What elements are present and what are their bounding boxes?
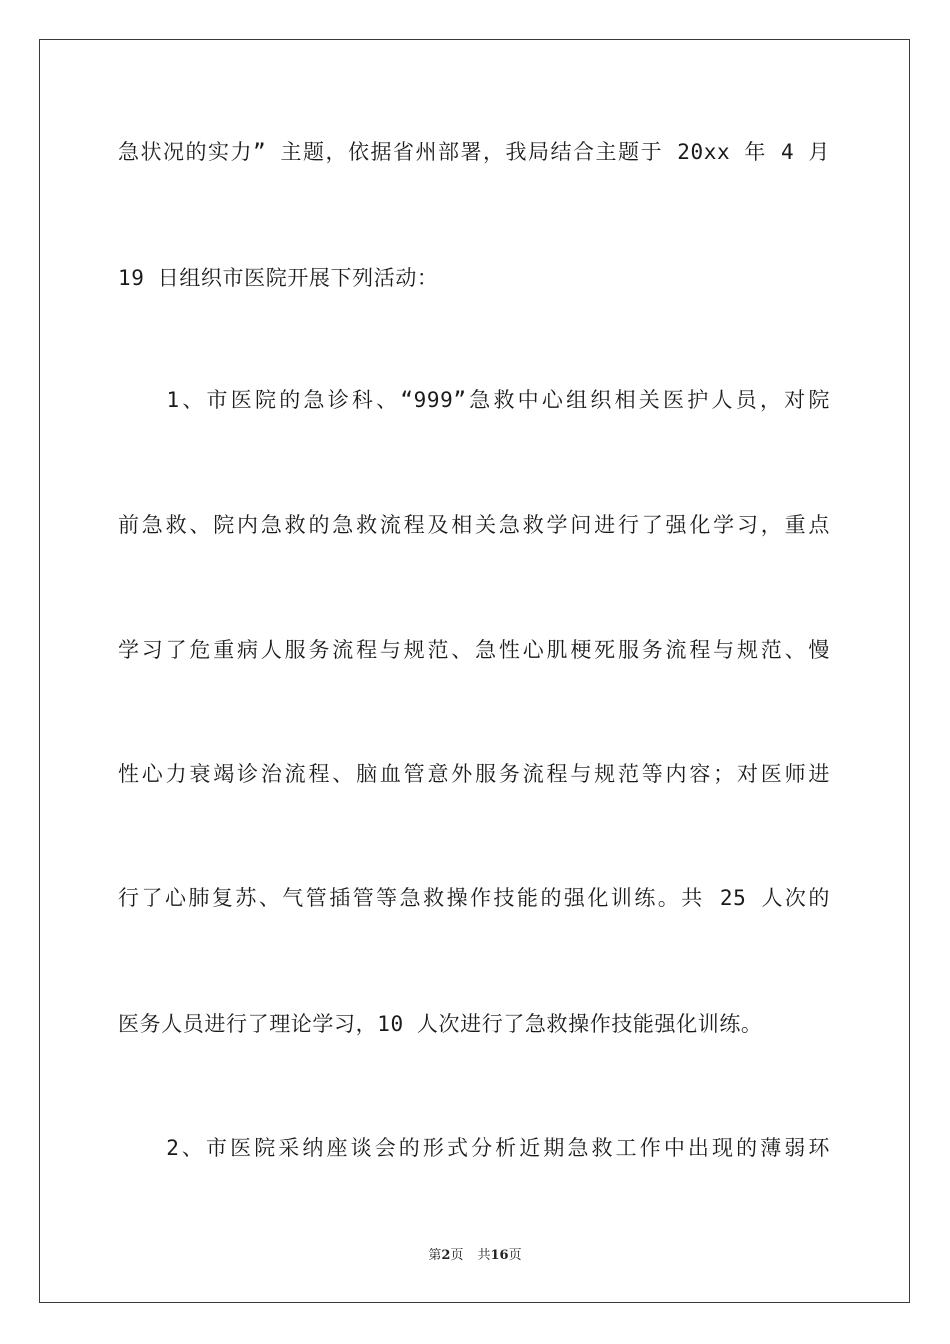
text-line-2: 19 日组织市医院开展下列活动： <box>118 266 439 290</box>
page-suffix: 页 <box>450 1248 464 1263</box>
page-number: 2 <box>441 1248 451 1263</box>
total-prefix: 共 <box>477 1248 491 1263</box>
text-line-5: 学习了危重病人服务流程与规范、急性心肌梗死服务流程与规范、慢 <box>118 638 830 662</box>
page-prefix: 第 <box>428 1248 442 1263</box>
text-line-1: 急状况的实力” 主题，依据省州部署，我局结合主题于 20xx 年 4 月 <box>118 140 830 164</box>
text-line-9: 2、市医院采纳座谈会的形式分析近期急救工作中出现的薄弱环 <box>118 1136 830 1160</box>
text-line-3: 1、市医院的急诊科、“999”急救中心组织相关医护人员，对院 <box>118 388 830 412</box>
total-pages: 16 <box>490 1248 509 1263</box>
text-line-7: 行了心肺复苏、气管插管等急救操作技能的强化训练。共 25 人次的 <box>118 886 830 910</box>
text-line-8: 医务人员进行了理论学习，10 人次进行了急救操作技能强化训练。 <box>118 1012 763 1036</box>
page-footer <box>0 1247 950 1265</box>
total-suffix: 页 <box>508 1248 522 1263</box>
page-border <box>39 39 910 1303</box>
text-line-6: 性心力衰竭诊治流程、脑血管意外服务流程与规范等内容；对医师进 <box>118 762 830 786</box>
text-line-4: 前急救、院内急救的急救流程及相关急救学问进行了强化学习，重点 <box>118 513 830 537</box>
